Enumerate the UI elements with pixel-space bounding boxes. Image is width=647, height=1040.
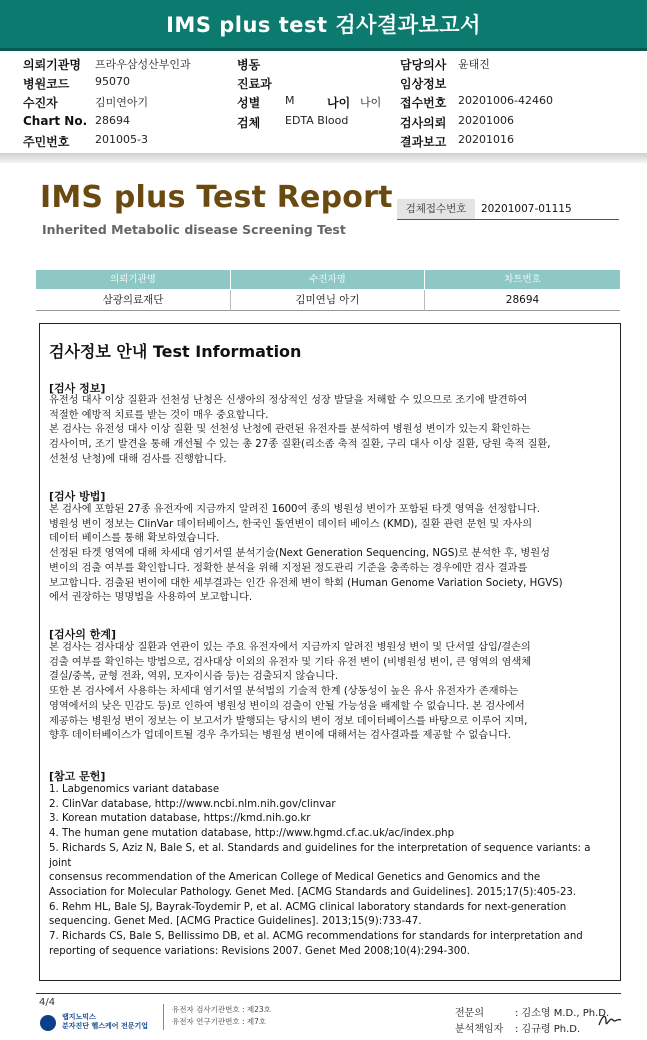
meta-row <box>0 75 647 93</box>
meta-label: Chart No. <box>23 114 88 128</box>
meta-value: EDTA Blood <box>285 114 349 127</box>
section-title: [검사 방법] <box>49 490 106 503</box>
meta-label: 검체 <box>237 116 261 130</box>
meta-value: 김미연아기 <box>95 96 149 109</box>
report-title: IMS plus Test Report <box>40 180 393 215</box>
meta-value: 20201006 <box>458 114 514 127</box>
report-subtitle: Inherited Metabolic disease Screening Test <box>42 222 346 237</box>
receipt-value: 20201007-01115 <box>481 203 572 215</box>
section-body: 1. Labgenomics variant database 2. ClinVar database, http://www.ncbi.nlm.nih.gov/clinvar 3. Korean mutation database, https://kmd.nih.go.kr 4. The human gene mutation database, http://www.hgmd.cf.ac.uk/ac/index.php 5. Richards S, Aziz N, Bale S, et al. Standards and guidelines for the interpretation of sequence variants: a joint consensus recommendation of the American College of Medical Genetics and Genomics and the Association for Molecular Pathology. Genet Med. [ACMG Standards and Guidelines]. 2015;17(5):405-23. 6. Rehm HL, Bale SJ, Bayrak-Toydemir P, et al. ACMG clinical laboratory standards for next-generation sequencing. Genet Med. [ACMG Practice Guidelines]. 2013;15(9):733-47. 7. Richards CS, Bale S, Bellissimo DB, et al. ACMG recommendations for standards for interpretation and reporting of sequence variations: Revisions 2007. Genet Med 2008;10(4):294-300. <box>49 784 591 957</box>
license-info <box>172 1004 271 1028</box>
analyst-name: : 김규령 Ph.D. <box>515 1024 581 1035</box>
meta-label: 진료과 <box>237 77 272 91</box>
company-tagline: 분자진단 헬스케어 전문기업 <box>62 1022 149 1030</box>
meta-value: 20201016 <box>458 133 514 146</box>
company-logo-icon <box>40 1015 56 1031</box>
meta-row <box>0 56 647 74</box>
section-title: [검사 정보] <box>49 382 106 395</box>
meta-label: 성별 <box>237 96 261 110</box>
specialist-name: : 김소영 M.D., Ph.D. <box>515 1008 610 1019</box>
section-body: 유전성 대사 이상 질환과 선천성 난청은 신생아의 정상적인 성장 발달을 저해할 수 있으므로 조기에 발견하여 적절한 예방적 치료를 받는 것이 매우 중요합니다. 본 검사는 유전성 대사 이상 질환 및 선천성 난청에 관련된 유전자를 분석하여 병원성 변이가 있는지 확인하는 검사이며, 조기 발견을 통해 개선될 수 있는 총 27종 질환(리소좀 축적 질환, 구리 대사 이상 질환, 당원 축적 질환, 선천성 난청)에 대해 검사를 진행합니다. <box>49 395 551 465</box>
license-line: 유전자 검사기관번호 : 제23호 <box>172 1005 271 1014</box>
receipt-label: 검체접수번호 <box>397 199 475 219</box>
meta-label: 의뢰기관명 <box>23 58 81 72</box>
table-cell: 삼광의료재단 <box>36 290 230 311</box>
section-body: 본 검사는 검사대상 질환과 연관이 있는 주요 유전자에서 지금까지 알려진 병원성 변이 및 단서열 삽입/결손의 검출 여부를 확인하는 방법으로, 검사대상 이외의 유전자 및 기타 유전 변이 (비병원성 변이, 큰 영역의 염색체 결실/중복, 균형 전좌, 역위, 모자이시즘 등)는 검출되지 않습니다. 또한 본 검사에서 사용하는 차세대 염기서열 분석법의 기술적 한계 (상동성이 높은 유사 유전자가 존재하는 영역에서의 낮은 민감도 등)로 인하여 병원성 변이의 검출이 안될 가능성을 배제할 수 없습니다. 본 검사에서 제공하는 병원성 변이 정보는 이 보고서가 발행되는 당시의 변이 정보 데이터베이스를 바탕으로 이루어 지며, 향후 데이터베이스가 업데이트될 경우 추가되는 병원성 변이에 대해서는 검사결과를 제공할 수 없습니다. <box>49 642 532 742</box>
info-title: 검사정보 안내 Test Information <box>49 342 302 361</box>
page-number: 4/4 <box>39 997 56 1008</box>
specialist-label: 전문의 <box>455 1008 484 1019</box>
report-header-bar <box>0 0 647 48</box>
meta-value: M <box>285 94 295 107</box>
footer-vertical-divider <box>163 1004 164 1030</box>
meta-value: 프라우삼성산부인과 <box>95 58 191 71</box>
section-body: 본 검사에 포함된 27종 유전자에 지금까지 알려진 1600여 종의 병원성 변이가 포함된 타겟 영역을 선정합니다. 병원성 변이 정보는 ClinVar 데이터베이스, 한국인 돌연변이 데이터 베이스 (KMD), 질환 관련 문헌 및 자사의 데이터 베이스를 통해 확보하였습니다. 선정된 타겟 영역에 대해 차세대 염기서열 분석기술(Next Generation Sequencing, NGS)로 분석한 후, 병원성 변이의 검출 여부를 확인합니다. 정확한 분석을 위해 지정된 정도관리 기준을 충족하는 경우에만 검사 결과를 보고합니다. 검출된 변이에 대한 세부결과는 인간 유전체 변이 학회 (Human Genome Variation Society, HGVS) 에서 권장하는 명명법을 사용하여 보고합니다. <box>49 504 563 604</box>
section-title: [검사의 한계] <box>49 628 117 641</box>
meta-row <box>0 133 647 151</box>
report-header-title: IMS plus test 검사결과보고서 <box>166 13 481 37</box>
footer-divider <box>36 993 621 994</box>
meta-value: 윤태진 <box>458 58 490 71</box>
meta-row <box>0 114 647 132</box>
patient-table <box>36 270 620 312</box>
meta-label: 임상정보 <box>400 77 447 91</box>
company-name <box>62 1013 148 1031</box>
meta-label: 결과보고 <box>400 135 447 149</box>
test-information-box <box>39 323 621 981</box>
meta-value: 95070 <box>95 75 130 88</box>
meta-value: 201005-3 <box>95 133 148 146</box>
meta-label: 담당의사 <box>400 58 447 72</box>
table-header-cell: 수진자명 <box>231 270 424 289</box>
patient-meta <box>0 54 647 154</box>
meta-separator <box>0 153 647 163</box>
meta-label: 병동 <box>237 58 261 72</box>
meta-label: 병원코드 <box>23 77 70 91</box>
analyst-label: 분석책임자 <box>455 1024 504 1035</box>
meta-label: 검사의뢰 <box>400 116 447 130</box>
company-name-line: 랩지노믹스 <box>62 1013 96 1021</box>
meta-label: 수진자 <box>23 96 58 110</box>
table-header-cell: 차트번호 <box>425 270 620 289</box>
receipt-number-box <box>397 199 619 220</box>
table-header-cell: 의뢰기관명 <box>36 270 230 289</box>
signature-icon <box>597 1010 625 1032</box>
table-cell: 28694 <box>425 290 620 311</box>
table-cell: 김미연님 아기 <box>231 290 424 311</box>
section-title: [참고 문헌] <box>49 770 106 783</box>
header-underline <box>0 48 647 51</box>
meta-row <box>0 94 647 112</box>
meta-label: 나이 <box>327 96 351 110</box>
meta-value: 28694 <box>95 114 130 127</box>
meta-label: 주민번호 <box>23 135 70 149</box>
license-line: 유전자 연구기관번호 : 제7호 <box>172 1017 267 1026</box>
meta-value: 나이 <box>360 96 382 109</box>
meta-value: 20201006-42460 <box>458 94 553 107</box>
meta-label: 접수번호 <box>400 96 447 110</box>
